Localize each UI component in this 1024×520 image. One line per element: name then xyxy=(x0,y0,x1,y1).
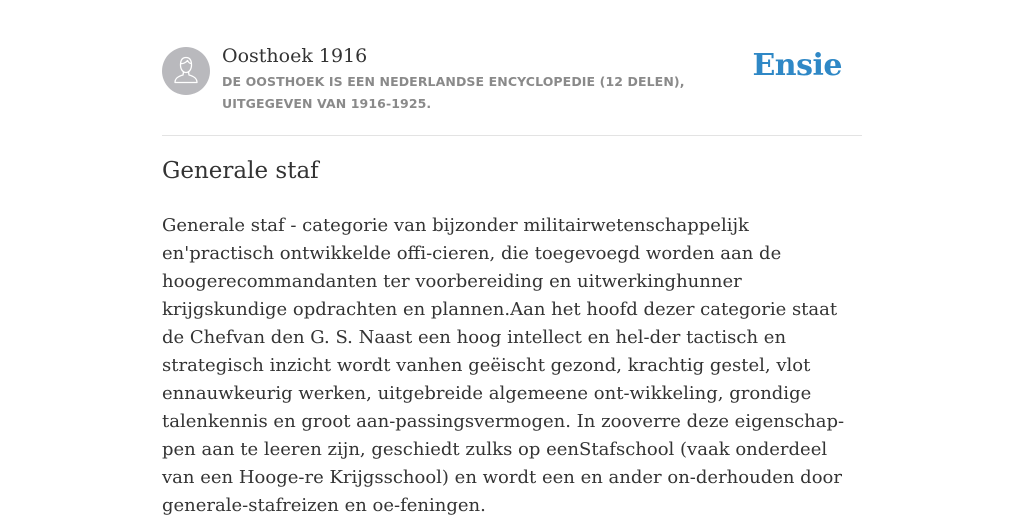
source-name[interactable]: Oosthoek 1916 xyxy=(222,45,368,67)
source-header xyxy=(162,0,862,136)
user-silhouette-icon xyxy=(162,47,210,95)
entry-title: Generale staf xyxy=(162,158,319,184)
entry-body: Generale staf - categorie van bijzonder militairwetenschappelijk en'practisch ontwikkelde offi-cieren, die toegevoegd worden aan de hoogerecommandanten ter voorbereiding en uitwerkinghunner krijgskundige opdrachten en plannen.Aan het hoofd dezer categorie staat de Chefvan den G. S. Naast een hoog intellect en hel-der tactisch en strategisch inzicht wordt vanhen geëischt gezond, krachtig gestel, vlot ennauwkeurig werken, uitgebreide algemeene ont-wikkeling, grondige talenkennis en groot aan-passingsvermogen. In zooverre deze eigenschap-pen aan te leeren zijn, geschiedt zulks op eenStafschool (vaak onderdeel van een Hooge-re Krijgsschool) en wordt een en ander on-derhouden door generale-stafreizen en oe-feningen. xyxy=(162,215,845,516)
avatar[interactable] xyxy=(162,47,210,95)
source-description: DE OOSTHOEK IS EEN NEDERLANDSE ENCYCLOPEDIE (12 DELEN), UITGEGEVEN VAN 1916-1925. xyxy=(222,74,685,111)
ensie-logo[interactable]: Ensie xyxy=(752,48,842,83)
page xyxy=(162,0,862,516)
